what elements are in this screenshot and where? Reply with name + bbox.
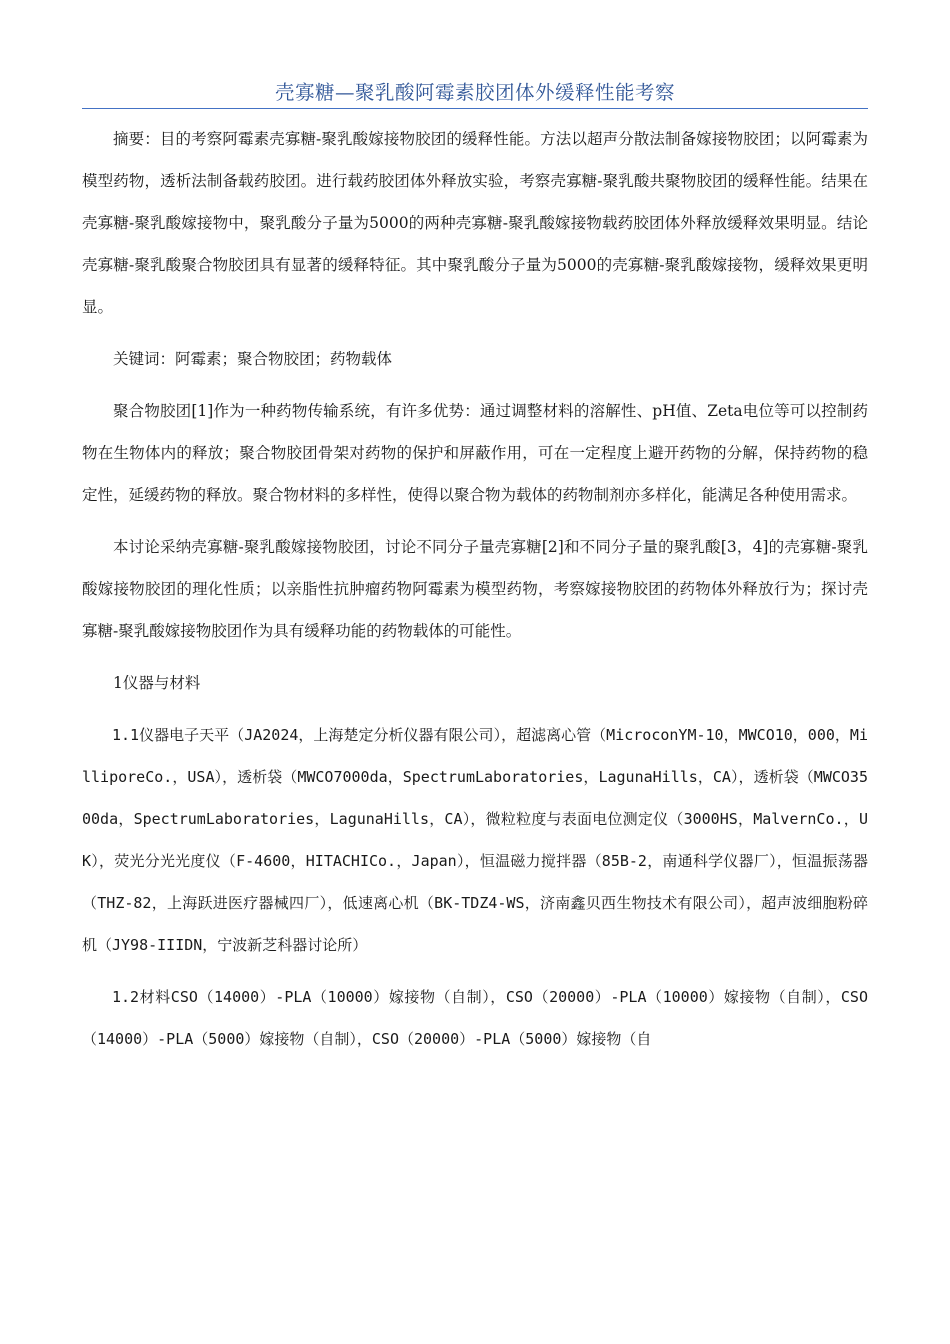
keywords-paragraph: 关键词：阿霉素；聚合物胶团；药物载体 (113, 350, 393, 368)
document-body (82, 118, 868, 1060)
document-title: 壳寡糖—聚乳酸阿霉素胶团体外缓释性能考察 (274, 81, 675, 104)
title-divider (82, 108, 868, 109)
section-heading-1: 1仪器与材料 (113, 674, 201, 692)
intro-paragraph-1: 聚合物胶团[1]作为一种药物传输系统，有许多优势：通过调整材料的溶解性、pH值、Zeta电位等可以控制药物在生物体内的释放；聚合物胶团骨架对药物的保护和屏蔽作用，可在一定程度上避开药物的分解，保持药物的稳定性，延缓药物的释放。聚合物材料的多样性，使得以聚合物为载体的药物制剂亦多样化，能满足各种使用需求。 (82, 402, 868, 504)
section-1-1-paragraph: 1.1仪器电子天平（JA2024，上海楚定分析仪器有限公司），超滤离心管（MicroconYM-10，MWCO10，000，MilliporeCo.，USA），透析袋（MWCO7000da，SpectrumLaboratories，LagunaHills，CA），透析袋（MWCO3500da，SpectrumLaboratories，LagunaHills，CA），微粒粒度与表面电位测定仪（3000HS，MalvernCo.，UK），荧光分光光度仪（F-4600，HITACHICo.，Japan），恒温磁力搅拌器（85B-2，南通科学仪器厂），恒温振荡器（THZ-82，上海跃进医疗器械四厂），低速离心机（BK-TDZ4-WS，济南鑫贝西生物技术有限公司），超声波细胞粉碎机（JY98-IIIDN，宁波新芝科器讨论所） (82, 726, 868, 954)
abstract-paragraph: 摘要：目的考察阿霉素壳寡糖-聚乳酸嫁接物胶团的缓释性能。方法以超声分散法制备嫁接物胶团；以阿霉素为模型药物，透析法制备载药胶团。进行载药胶团体外释放实验，考察壳寡糖-聚乳酸共聚物胶团的缓释性能。结果在壳寡糖-聚乳酸嫁接物中，聚乳酸分子量为5000的两种壳寡糖-聚乳酸嫁接物载药胶团体外释放缓释效果明显。结论壳寡糖-聚乳酸聚合物胶团具有显著的缓释特征。其中聚乳酸分子量为5000的壳寡糖-聚乳酸嫁接物，缓释效果更明显。 (82, 130, 868, 316)
intro-paragraph-2: 本讨论采纳壳寡糖-聚乳酸嫁接物胶团，讨论不同分子量壳寡糖[2]和不同分子量的聚乳酸[3，4]的壳寡糖-聚乳酸嫁接物胶团的理化性质；以亲脂性抗肿瘤药物阿霉素为模型药物，考察嫁接物胶团的药物体外释放行为；探讨壳寡糖-聚乳酸嫁接物胶团作为具有缓释功能的药物载体的可能性。 (82, 538, 868, 640)
section-1-2-paragraph: 1.2材料CSO（14000）-PLA（10000）嫁接物（自制），CSO（20000）-PLA（10000）嫁接物（自制），CSO（14000）-PLA（5000）嫁接物（自制），CSO（20000）-PLA（5000）嫁接物（自 (82, 988, 868, 1048)
